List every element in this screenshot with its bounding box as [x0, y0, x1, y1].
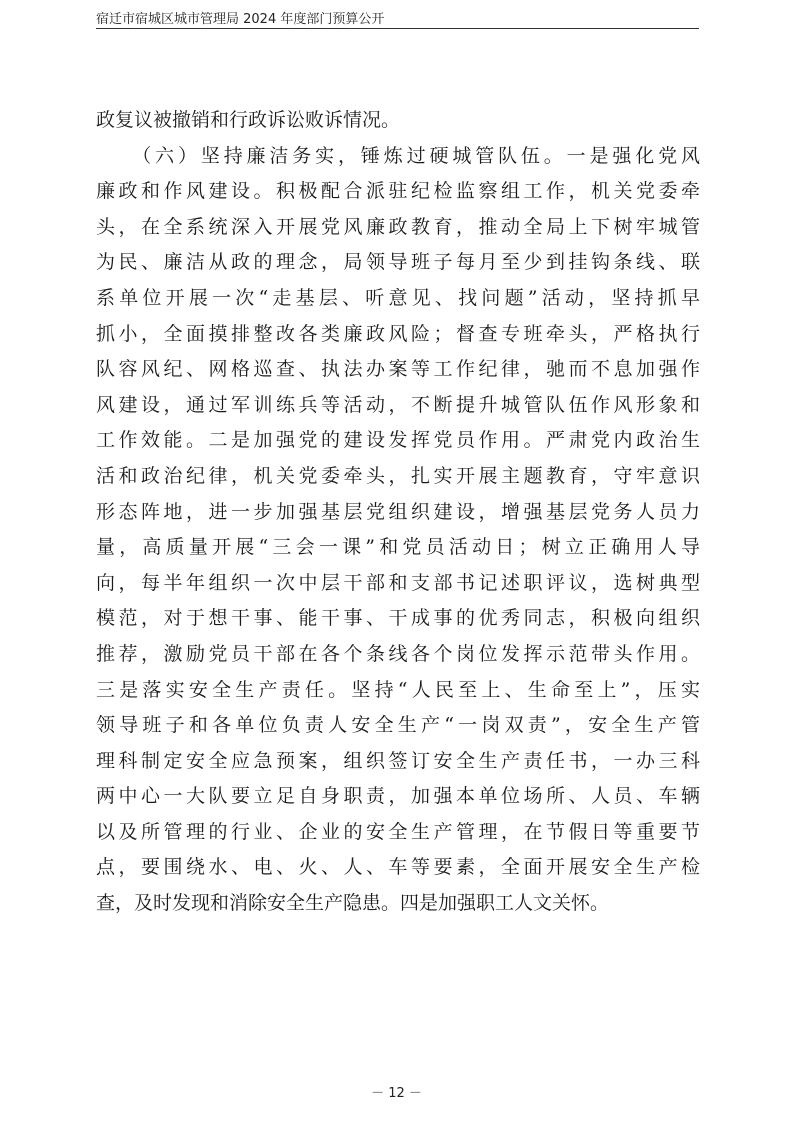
text-line: 为民、廉洁从政的理念，局领导班子每月至少到挂钩条线、联 [96, 251, 700, 274]
text-line: 形态阵地，进一步加强基层党组织建设，增强基层党务人员力 [96, 500, 700, 523]
text-line: 工作效能。二是加强党的建设发挥党员作用。严肃党内政治生 [96, 429, 700, 452]
header-divider [96, 28, 699, 29]
text-line: 理科制定安全应急预案，组织签订安全生产责任书，一办三科 [96, 749, 700, 772]
text-line: 头，在全系统深入开展党风廉政教育，推动全局上下树牢城管 [96, 215, 700, 238]
text-line: 向，每半年组织一次中层干部和支部书记述职评议，选树典型 [96, 571, 700, 594]
document-body [96, 103, 700, 922]
text-line: 队容风纪、网格巡查、执法办案等工作纪律，驰而不息加强作 [96, 358, 700, 381]
text-line: （六）坚持廉洁务实，锤炼过硬城管队伍。一是强化党风 [96, 144, 700, 167]
text-line: 点，要围绕水、电、火、人、车等要素，全面开展安全生产检 [96, 856, 700, 879]
text-line: 两中心一大队要立足自身职责，加强本单位场所、人员、车辆 [96, 785, 700, 808]
text-line: 三是落实安全生产责任。坚持“人民至上、生命至上”，压实 [96, 678, 700, 701]
text-line: 活和政治纪律，机关党委牵头，扎实开展主题教育，守牢意识 [96, 464, 700, 487]
text-line: 系单位开展一次“走基层、听意见、找问题”活动，坚持抓早 [96, 286, 700, 309]
running-header: 宿迁市宿城区城市管理局 2024 年度部门预算公开 [96, 12, 385, 27]
text-line: 量，高质量开展“三会一课”和党员活动日；树立正确用人导 [96, 536, 700, 559]
text-line: 以及所管理的行业、企业的安全生产管理，在节假日等重要节 [96, 820, 700, 843]
text-line: 模范，对于想干事、能干事、干成事的优秀同志，积极向组织 [96, 607, 700, 630]
text-line: 风建设，通过军训练兵等活动，不断提升城管队伍作风形象和 [96, 393, 700, 416]
text-line: 廉政和作风建设。积极配合派驻纪检监察组工作，机关党委牵 [96, 180, 700, 203]
text-line: 抓小，全面摸排整改各类廉政风险；督查专班牵头，严格执行 [96, 322, 700, 345]
text-line: 查，及时发现和消除安全生产隐患。四是加强职工人文关怀。 [96, 892, 610, 915]
text-line: 领导班子和各单位负责人安全生产“一岗双责”，安全生产管 [96, 714, 700, 737]
text-line: 政复议被撤销和行政诉讼败诉情况。 [96, 109, 401, 131]
page-number: － 12 － [371, 1086, 422, 1101]
text-line: 推荐，激励党员干部在各个条线各个岗位发挥示范带头作用。 [96, 642, 700, 665]
